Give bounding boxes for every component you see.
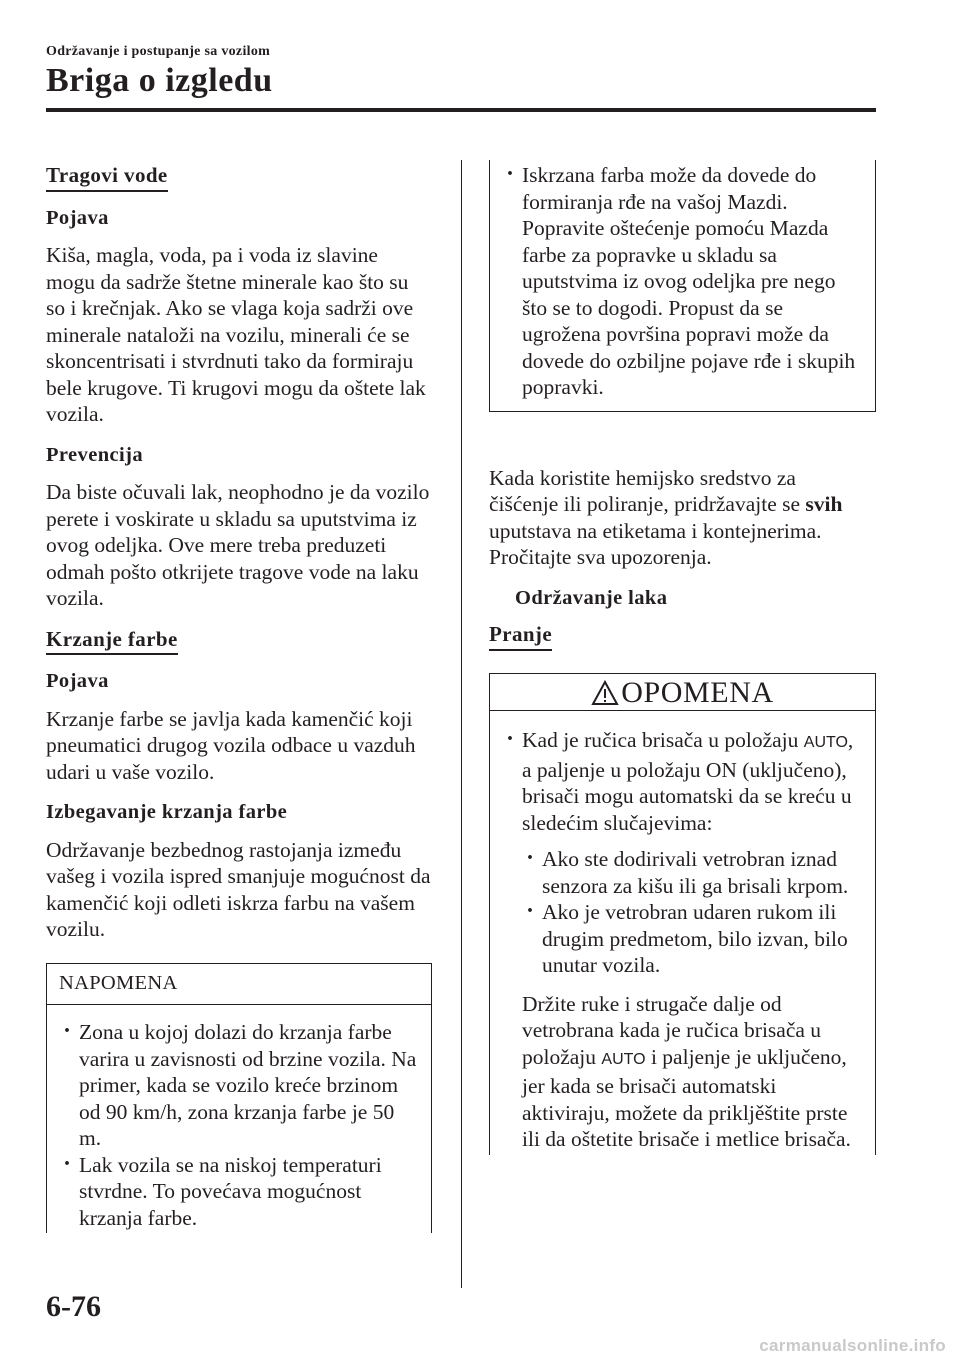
note-bullet: · Zona u kojoj dolazi do krzanja farbe varira u zavisnosti od brzine vozila. Na primer, kada se vozilo kreće brzinom od 90 km/h, zona krzanja farbe je 50 m. (59, 1019, 419, 1152)
heading-krzanje-farbe: Krzanje farbe (46, 626, 178, 656)
page-number: 6-76 (46, 1290, 101, 1323)
column-divider (461, 160, 462, 1288)
warning-icon (591, 680, 619, 706)
continued-note-box (489, 160, 876, 412)
left-column (46, 162, 432, 1233)
section-label: Održavanje i postupanje sa vozilom (46, 44, 271, 59)
heading-pranje: Pranje (489, 621, 552, 651)
warning-sub-bullet: · Ako ste dodirivali vetrobran iznad senzora za kišu ili ga brisali krpom. (522, 846, 863, 899)
note-title: NAPOMENA (47, 964, 431, 1006)
subheading-pojava-2: Pojava (46, 670, 109, 692)
paragraph-chemical: Kada koristite hemijsko sredstvo za čišćenje ili poliranje, pridržavajte se svih uputstava na etiketama i kontejnerima. Pročitajte sva upozorenja. (489, 465, 843, 569)
section-odrzavanje-laka: Održavanje laka (515, 586, 668, 609)
warning-box (489, 673, 876, 1155)
warning-sub-list (502, 846, 863, 979)
warning-paragraph: Držite ruke i strugače dalje od vetrobrana kada je ručica brisača u položaju AUTO i paljenje je uključeno, jer kada se brisači automatski aktiviraju, možete da prikljěštite prste ili da oštetite brisače i metlice brisača. (522, 991, 851, 1151)
page-title: Briga o izgledu (46, 62, 273, 99)
subheading-pojava: Pojava (46, 206, 109, 229)
subheading-izbegavanje: Izbegavanje krzanja farbe (46, 801, 288, 823)
note-body (47, 1005, 431, 1233)
note-box (46, 963, 432, 1234)
footer-watermark: carmanualsonline.info (759, 1336, 946, 1355)
note-bullet: · Iskrzana farba može da dovede do formiranja rđe na vašoj Mazdi. Popravite oštećenje pomoću Mazda farbe za popravke u skladu sa uputstvima iz ovog odeljka pre nego što se to dogodi. Propust da se ugrožena površina popravi može da dovede do ozbiljne pojave rđe i skupih popravki. (502, 162, 863, 401)
heading-tragovi-vode: Tragovi vode (46, 162, 168, 192)
header-rule (46, 108, 876, 112)
subheading-prevencija: Prevencija (46, 443, 143, 466)
paragraph-prevencija: Da biste očuvali lak, neophodno je da vozilo perete i voskirate u skladu sa uputstvima iz ovog odeljka. Ove mere treba preduzeti odmah pošto otkrijete tragove vode na laku vozila. (46, 480, 430, 610)
warning-bullet: · Kad je ručica brisača u položaju AUTO, a paljenje u položaju ON (uključeno), brisači mogu automatski da se kreću u sledećim slučajevima: (502, 727, 863, 836)
note-bullet: · Lak vozila se na niskoj temperaturi stvrdne. To povećava mogućnost krzanja farbe. (59, 1152, 419, 1232)
paragraph-izbegavanje: Održavanje bezbednog rastojanja između vašeg i vozila ispred smanjuje mogućnost da kamenčić koji odleti iskrza farbu na vašem vozilu. (46, 837, 431, 941)
paragraph-pojava-2: Krzanje farbe se javlja kada kamenčić koji pneumatici drugog vozila odbace u vazduh udari u vaše vozilo. (46, 706, 416, 784)
warning-title: OPOMENA (490, 674, 875, 712)
warning-body (490, 711, 875, 1155)
warning-sub-bullet: · Ako je vetrobran udaren rukom ili drugim predmetom, bilo izvan, bilo unutar vozila. (522, 899, 863, 979)
paragraph-pojava-1: Kiša, magla, voda, pa i voda iz slavine mogu da sadrže štetne minerale kao što su so i krečnjak. Ako se vlaga koja sadrži ove minerale nataloži na vozilu, minerali će se skoncentrisati i stvrdnuti tako da formiraju bele krugove. Ti krugovi mogu da oštete lak vozila. (46, 243, 426, 426)
right-column (489, 160, 876, 1155)
